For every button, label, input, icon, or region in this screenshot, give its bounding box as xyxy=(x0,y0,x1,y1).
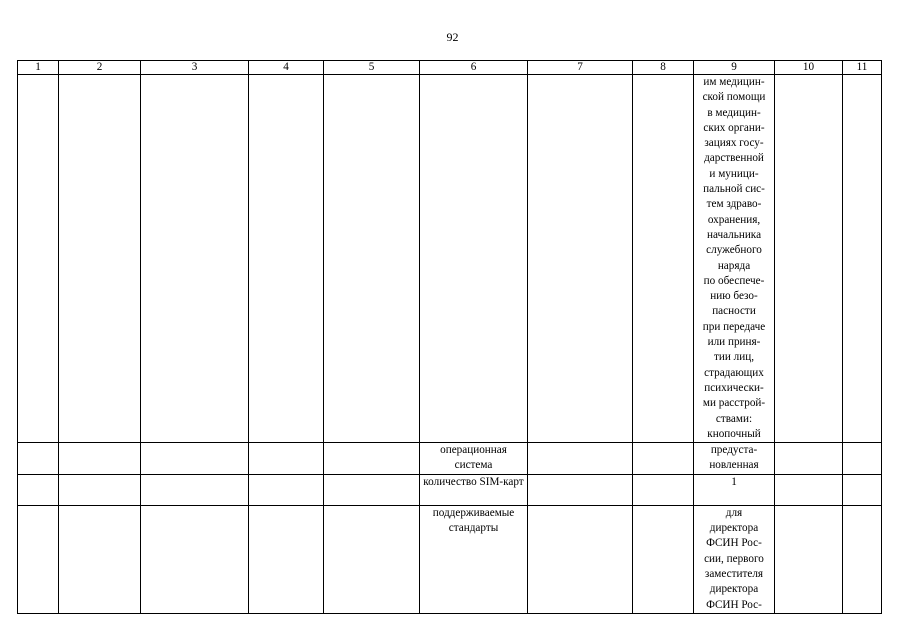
cell-text-line: начальника xyxy=(706,228,762,241)
row-param-cell: поддерживаемые стандарты xyxy=(420,505,528,613)
cell-text-line: и муници- xyxy=(709,167,759,180)
cell-text-line: зациях госу- xyxy=(704,137,764,150)
col-header-11: 11 xyxy=(843,61,882,75)
cell-text-line: заместителя xyxy=(704,567,764,580)
cell-text-line: или приня- xyxy=(707,336,761,349)
row-value-cell xyxy=(694,474,775,505)
col-header-5: 5 xyxy=(324,61,420,75)
col-header-3: 3 xyxy=(141,61,249,75)
cell-text-line: охранения, xyxy=(707,213,761,226)
col-header-9: 9 xyxy=(694,61,775,75)
cell-text-line: тии лиц, xyxy=(713,351,754,364)
cell-text-line: по обеспече- xyxy=(703,274,765,287)
column-number-row xyxy=(18,61,882,75)
col-header-8: 8 xyxy=(633,61,694,75)
cell-text-line: психически- xyxy=(704,381,764,394)
cell-text-line: ми расстрой- xyxy=(702,397,766,410)
cell-text-line: ФСИН Рос- xyxy=(706,537,762,550)
table-row xyxy=(18,75,882,443)
col-header-4: 4 xyxy=(249,61,324,75)
specification-table xyxy=(17,60,882,614)
row-param-cell: операционная система xyxy=(420,443,528,475)
cell-text-line: пальной сис- xyxy=(703,183,765,196)
cell-text-line: служебного xyxy=(706,244,762,257)
row-value-cell xyxy=(694,75,775,443)
cell-text-line: нию безо- xyxy=(710,290,758,303)
col-header-6: 6 xyxy=(420,61,528,75)
row-value-cell xyxy=(694,505,775,613)
cell-text-line: кнопочный xyxy=(707,427,761,440)
cell-text-line: ской помощи xyxy=(702,91,766,104)
cell-text-line: тем здраво- xyxy=(706,198,762,211)
page-number: 92 xyxy=(446,30,459,44)
cell-text-line: наряда xyxy=(717,259,751,272)
cell-text-line: новленная xyxy=(709,459,759,472)
row-param-cell: количество SIM-карт xyxy=(420,474,528,505)
cell-text-line: пасности xyxy=(712,305,756,318)
col-header-10: 10 xyxy=(775,61,843,75)
cell-text-line: ствами: xyxy=(715,412,753,425)
table-row xyxy=(18,505,882,613)
cell-text-line: при передаче xyxy=(702,320,766,333)
cell-text-line: для xyxy=(725,506,743,519)
col-header-2: 2 xyxy=(59,61,141,75)
cell-text-line: страдающих xyxy=(704,366,764,379)
col-header-7: 7 xyxy=(528,61,633,75)
table-row xyxy=(18,443,882,475)
cell-text-line: дарственной xyxy=(704,152,764,165)
cell-text-line: им медицин- xyxy=(703,76,765,88)
table-row xyxy=(18,474,882,505)
col-header-1: 1 xyxy=(18,61,59,75)
row-value-cell xyxy=(694,443,775,475)
cell-text-line: сии, первого xyxy=(704,552,764,565)
row-param-cell xyxy=(420,75,528,443)
cell-text-line: в медицин- xyxy=(707,106,761,119)
cell-text-line: директора xyxy=(709,522,759,535)
cell-text-line: 1 xyxy=(731,475,737,488)
cell-text-line: предуста- xyxy=(710,444,758,457)
cell-text-line: директора xyxy=(709,583,759,596)
cell-text-line: ФСИН Рос- xyxy=(706,598,762,611)
cell-text-line: ских органи- xyxy=(703,121,765,134)
